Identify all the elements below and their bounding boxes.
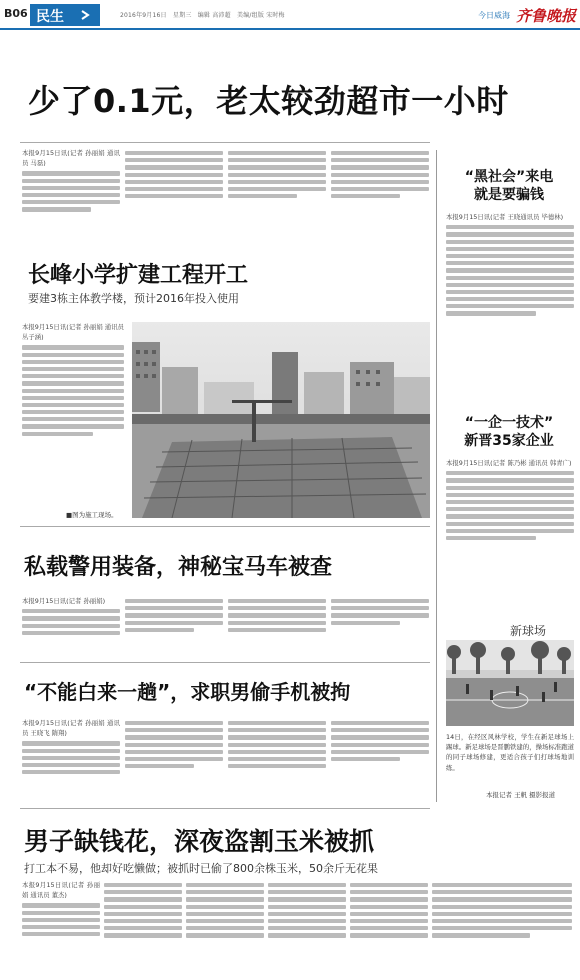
divider (20, 526, 430, 527)
sidebar-photo-label: 新球场 (510, 624, 547, 638)
story4-headline: “不能白来一趟”，求职男偷手机被拘 (24, 680, 351, 704)
issue-meta: 2016年9月16日 星期三 编辑 高沛超 美编/组版 宋时梅 (120, 12, 285, 19)
story4-byline: 本报9月15日讯(记者 孙丽娟 通讯员 王晓飞 隋翔) (22, 719, 120, 738)
brand (478, 5, 576, 25)
story5-col4 (268, 880, 346, 976)
story4-col3 (228, 718, 326, 798)
story5-col2 (104, 880, 182, 976)
soccer-field-photo (446, 640, 574, 726)
story3-col1 (22, 596, 120, 654)
story4-col1 (22, 718, 120, 798)
divider (20, 808, 430, 809)
sidebar-photo-caption-text: 14日，在经区风林学校，学生在新足球场上踢球。新足球场是晋鹏铁建的，操场标准跑道的同子球场修建，更适合孩子们打球场地训练。 (446, 733, 574, 772)
sidebar-item2-title-line2: 新晋35家企业 (464, 433, 554, 449)
story5-col6 (432, 880, 572, 976)
story4-col4 (331, 718, 429, 798)
masthead (0, 0, 580, 30)
section-arrow-icon (78, 8, 94, 22)
story1-col2 (125, 148, 223, 240)
story5-col3 (186, 880, 264, 976)
brand-logo: 齐鲁晚报 (515, 6, 576, 25)
sidebar-item2-byline: 本报9月15日讯(记者 陈乃彬 通讯员 韩青广) (446, 459, 572, 467)
story2-subhead: 要建3栋主体教学楼，预计2016年投入使用 (28, 292, 239, 305)
sidebar-item1-title (442, 168, 576, 204)
story1-byline: 本报9月15日讯(记者 孙丽娟 通讯员 马磊) (22, 149, 120, 168)
sidebar-item2-title-line1: “一企一技术” (464, 415, 554, 431)
story5-col1 (22, 880, 100, 976)
story1-col3 (228, 148, 326, 240)
divider (20, 662, 430, 663)
page-number: B06 (4, 7, 28, 20)
sidebar-item1-title-line2: 就是要骗钱 (474, 187, 544, 203)
story3-col4 (331, 596, 429, 654)
story2-byline: 本报9月15日讯(记者 孙丽娟 通讯员 丛子涵) (22, 323, 124, 342)
story3-col3 (228, 596, 326, 654)
story5-subhead: 打工本不易，他却好吃懒做；被抓时已偷了800余株玉米，50余斤无花果 (24, 862, 378, 875)
story4-col2 (125, 718, 223, 798)
story2-photo-caption: ■图为施工现场。 (66, 511, 118, 519)
story1-col1 (22, 148, 120, 240)
story3-headline: 私载警用装备，神秘宝马车被查 (24, 555, 333, 580)
story3-byline: 本报9月15日讯(记者 孙丽娟) (22, 597, 106, 605)
story2-headline: 长峰小学扩建工程开工 (28, 263, 249, 288)
sidebar-item2-title (442, 414, 576, 450)
sidebar-item2-text (446, 458, 574, 608)
story3-col2 (125, 596, 223, 654)
sidebar-item1-title-line1: “黑社会”来电 (464, 169, 554, 185)
sidebar-photo-credit: 本报记者 王帆 摄影报道 (486, 791, 556, 799)
sidebar-item1-text (446, 212, 574, 402)
sidebar-photo-caption (446, 732, 574, 788)
brand-tagline: 今日威海 (477, 10, 510, 20)
sidebar-item1-byline: 本报9月15日讯(记者 王晓通讯员 毕德林) (446, 213, 564, 221)
story5-col5 (350, 880, 428, 976)
story2-text (22, 322, 124, 508)
story1-headline: 少了0.1元，老太较劲超市一小时 (28, 82, 509, 120)
sidebar-divider (436, 150, 437, 802)
section-name: 民生 (36, 9, 64, 25)
story1-col4 (331, 148, 429, 240)
story5-headline: 男子缺钱花，深夜盗割玉米被抓 (24, 827, 375, 856)
divider (20, 142, 430, 143)
construction-photo (132, 322, 430, 518)
story5-byline: 本报9月15日讯(记者 孙丽娟 通讯员 董杰) (22, 881, 100, 900)
